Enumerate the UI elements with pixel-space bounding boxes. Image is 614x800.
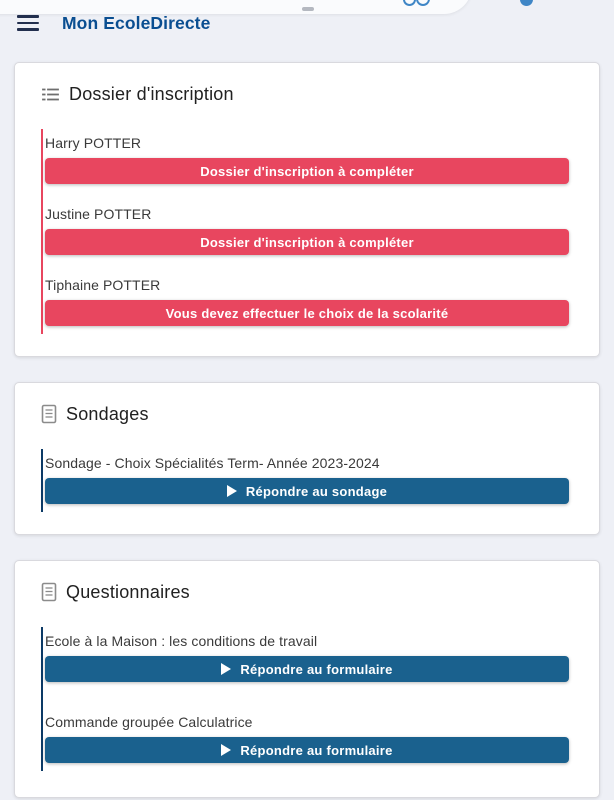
dossier-action-button[interactable]: Dossier d'inscription à compléter bbox=[45, 158, 569, 184]
play-icon bbox=[227, 485, 237, 497]
section-title: Sondages bbox=[66, 404, 149, 424]
section-sondages bbox=[14, 382, 600, 535]
main-content bbox=[0, 46, 614, 798]
button-label: Répondre au sondage bbox=[245, 483, 388, 499]
app-bar bbox=[0, 0, 614, 46]
questionnaire-label: Ecole à la Maison : les conditions de travail bbox=[45, 633, 318, 649]
repondre-sondage-button[interactable] bbox=[45, 478, 569, 504]
student-name: Harry POTTER bbox=[45, 135, 142, 151]
document-icon bbox=[41, 582, 57, 602]
button-label: Répondre au formulaire bbox=[240, 661, 393, 677]
dossier-action-button[interactable]: Dossier d'inscription à compléter bbox=[45, 229, 569, 255]
list-item bbox=[45, 633, 569, 682]
play-icon bbox=[221, 744, 231, 756]
section-dossier-inscription bbox=[14, 62, 600, 357]
play-icon bbox=[221, 663, 231, 675]
dossier-action-button[interactable]: Vous devez effectuer le choix de la scolarité bbox=[45, 300, 569, 326]
list-icon bbox=[41, 85, 60, 104]
questionnaire-label: Commande groupée Calculatrice bbox=[45, 714, 253, 730]
repondre-formulaire-button[interactable] bbox=[45, 737, 569, 763]
list-item bbox=[45, 277, 569, 326]
sondage-label: Sondage - Choix Spécialités Term- Année 2023-2024 bbox=[45, 455, 380, 471]
document-icon bbox=[41, 404, 57, 424]
list-item bbox=[45, 714, 569, 763]
hamburger-menu-icon[interactable] bbox=[17, 13, 39, 32]
student-name: Justine POTTER bbox=[45, 206, 152, 222]
repondre-formulaire-button[interactable] bbox=[45, 656, 569, 682]
student-name: Tiphaine POTTER bbox=[45, 277, 161, 293]
list-item bbox=[45, 135, 569, 184]
section-questionnaires bbox=[14, 560, 600, 798]
list-item bbox=[45, 206, 569, 255]
button-label: Répondre au formulaire bbox=[240, 742, 393, 758]
app-title: Mon EcoleDirecte bbox=[62, 12, 211, 33]
section-title: Dossier d'inscription bbox=[69, 84, 234, 104]
list-item bbox=[45, 455, 569, 504]
section-title: Questionnaires bbox=[66, 582, 190, 602]
